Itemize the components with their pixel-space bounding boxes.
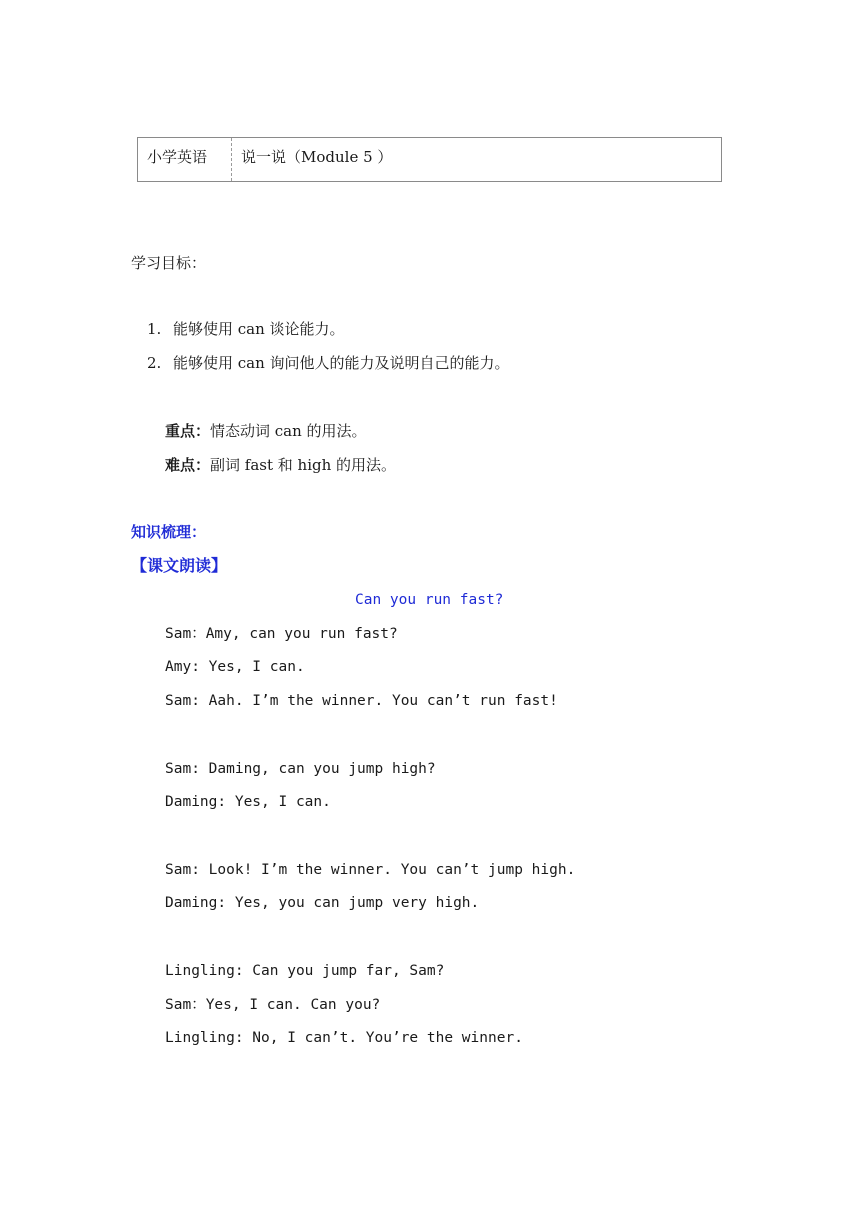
difficulty-line xyxy=(165,455,396,475)
dialogue-line: Sam: Look! I’m the winner. You can’t jump high. xyxy=(165,862,576,878)
dialogue-line: Sam：Amy, can you run fast? xyxy=(165,626,398,642)
objective-1-number: 1. xyxy=(147,320,162,338)
dialogue-title: Can you run fast? xyxy=(355,592,504,608)
difficulty-text: 副词 fast 和 high 的用法。 xyxy=(210,456,397,474)
key-point-line xyxy=(165,421,367,441)
dialogue-line: Lingling: Can you jump far, Sam? xyxy=(165,963,445,979)
objective-1-text: 能够使用 can 谈论能力。 xyxy=(173,320,345,338)
knowledge-heading: 知识梳理： xyxy=(131,523,207,541)
dialogue-line: Lingling: No, I can’t. You’re the winner. xyxy=(165,1030,523,1046)
dialogue-line: Sam：Yes, I can. Can you? xyxy=(165,997,381,1013)
dialogue-line: Amy: Yes, I can. xyxy=(165,659,305,675)
section-label: 【课文朗读】 xyxy=(131,556,228,575)
key-point-label: 重点： xyxy=(165,422,211,440)
header-table xyxy=(137,137,722,182)
difficulty-label: 难点： xyxy=(165,456,211,474)
key-point-text: 情态动词 can 的用法。 xyxy=(210,422,367,440)
objectives-heading: 学习目标： xyxy=(131,254,207,272)
dialogue-line: Daming: Yes, you can jump very high. xyxy=(165,895,480,911)
dialogue-line: Daming: Yes, I can. xyxy=(165,794,331,810)
subject-cell: 小学英语 xyxy=(138,138,232,181)
objective-2-text: 能够使用 can 询问他人的能力及说明自己的能力。 xyxy=(173,354,510,372)
lesson-cell: 说一说（Module 5 ） xyxy=(241,148,393,166)
objective-2-number: 2. xyxy=(147,354,162,372)
dialogue-line: Sam: Aah. I’m the winner. You can’t run fast! xyxy=(165,693,558,709)
dialogue-line: Sam: Daming, can you jump high? xyxy=(165,761,436,777)
